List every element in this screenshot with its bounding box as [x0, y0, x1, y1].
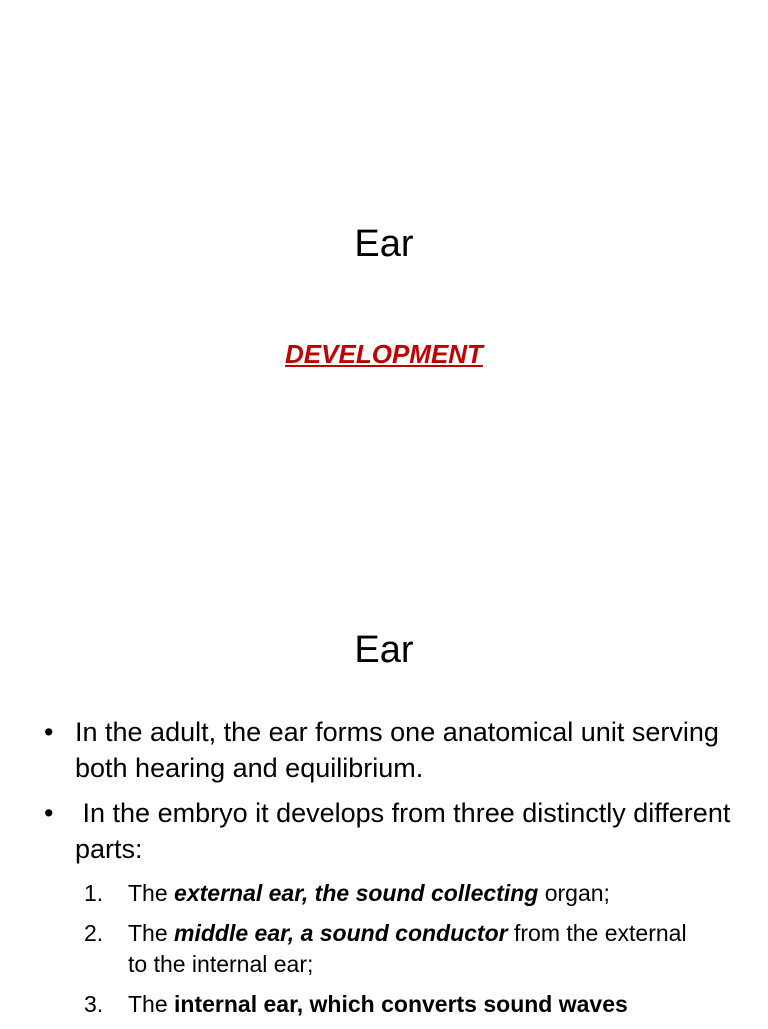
numbered-text-pre: The	[128, 991, 175, 1017]
slide-1-title: Ear	[354, 223, 414, 265]
bullet-list	[40, 714, 740, 876]
numbered-marker: 1.	[84, 880, 104, 906]
bullet-dot-icon: •	[44, 798, 54, 828]
bullet-text: In the embryo it develops from three distinctly different parts:	[75, 798, 738, 864]
numbered-marker: 2.	[84, 920, 104, 946]
numbered-text-emphasis: external ear, the sound collecting	[174, 880, 539, 906]
bullet-item	[40, 795, 740, 867]
numbered-item	[84, 918, 704, 980]
numbered-text-emphasis: middle ear, a sound conductor	[174, 920, 508, 946]
numbered-list	[84, 878, 704, 1029]
bullet-item	[40, 714, 740, 786]
numbered-marker: 3.	[84, 991, 104, 1017]
numbered-text-emphasis: internal ear, which converts sound waves	[174, 991, 628, 1017]
numbered-text-pre: The	[128, 920, 175, 946]
bullet-dot-icon: •	[44, 717, 54, 747]
numbered-text-pre: The	[128, 880, 175, 906]
numbered-item	[84, 989, 704, 1020]
slide-2-title: Ear	[354, 629, 414, 671]
numbered-text-post: from the external to the internal ear;	[128, 920, 687, 977]
slide-2	[0, 512, 768, 1024]
bullet-text: In the adult, the ear forms one anatomical unit serving both hearing and equilibrium.	[75, 717, 719, 783]
numbered-item	[84, 878, 704, 909]
slide-1	[0, 0, 768, 512]
numbered-text-post: organ;	[538, 880, 610, 906]
slide-1-subtitle: DEVELOPMENT	[285, 339, 483, 369]
